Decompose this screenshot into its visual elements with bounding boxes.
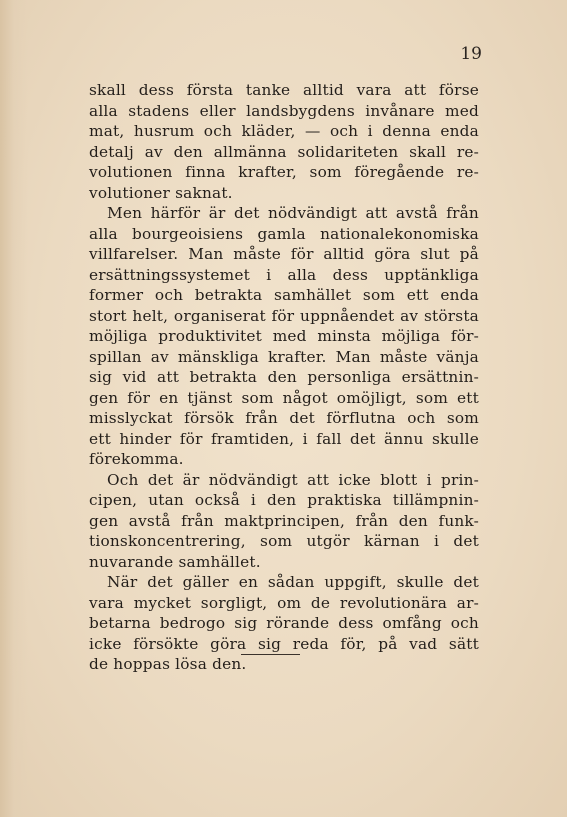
text-line: skall dess första tanke alltid vara att förse xyxy=(89,81,479,99)
section-divider xyxy=(241,654,300,655)
text-line: alla bourgeoisiens gamla nationalekonomiska xyxy=(89,224,479,243)
text-line: villfarelser. Man måste för alltid göra slut på xyxy=(89,245,479,263)
body-text xyxy=(89,80,479,675)
text-line: stort helt, organiserat för uppnåendet av största xyxy=(89,306,479,325)
text-line: sig vid att betrakta den personliga ersättnin- xyxy=(89,368,479,386)
page-edge-shadow xyxy=(0,0,28,817)
text-line: detalj av den allmänna solidariteten skall re- xyxy=(89,142,479,161)
text-line: När det gäller en sådan uppgift, skulle det xyxy=(107,573,479,591)
text-line: möjliga produktivitet med minsta möjliga för- xyxy=(89,327,479,345)
text-line: Men härför är det nödvändigt att avstå från xyxy=(107,204,479,222)
text-line: betarna bedrogo sig rörande dess omfång och xyxy=(89,614,479,632)
text-line: cipen, utan också i den praktiska tillämpnin- xyxy=(89,491,479,509)
text-line: gen avstå från maktprincipen, från den funk- xyxy=(89,511,479,530)
text-line: misslyckat försök från det förflutna och som xyxy=(89,409,479,427)
text-line: ett hinder för framtiden, i fall det ännu skulle xyxy=(89,429,479,448)
text-line: vara mycket sorgligt, om de revolutionära ar- xyxy=(89,593,479,612)
text-line: alla stadens eller landsbygdens invånare med xyxy=(89,101,479,120)
text-line: nuvarande samhället. xyxy=(89,552,261,571)
page-number: 19 xyxy=(460,44,482,64)
text-line: gen för en tjänst som något omöjligt, som ett xyxy=(89,388,479,407)
text-line: Och det är nödvändigt att icke blott i prin- xyxy=(107,470,479,489)
text-line: förekomma. xyxy=(89,450,184,468)
text-line: de hoppas lösa den. xyxy=(89,655,247,673)
text-line: volutionen finna krafter, som föregående re- xyxy=(89,163,479,181)
text-line: ersättningssystemet i alla dess upptänkliga xyxy=(89,265,479,284)
text-line: icke försökte göra sig reda för, på vad sätt xyxy=(89,634,479,653)
text-line: tionskoncentrering, som utgör kärnan i det xyxy=(89,532,479,550)
text-line: former och betrakta samhället som ett enda xyxy=(89,286,479,304)
text-line: spillan av mänskliga krafter. Man måste vänja xyxy=(89,347,479,366)
text-line: volutioner saknat. xyxy=(89,183,233,202)
text-line: mat, husrum och kläder, — och i denna enda xyxy=(89,122,479,140)
